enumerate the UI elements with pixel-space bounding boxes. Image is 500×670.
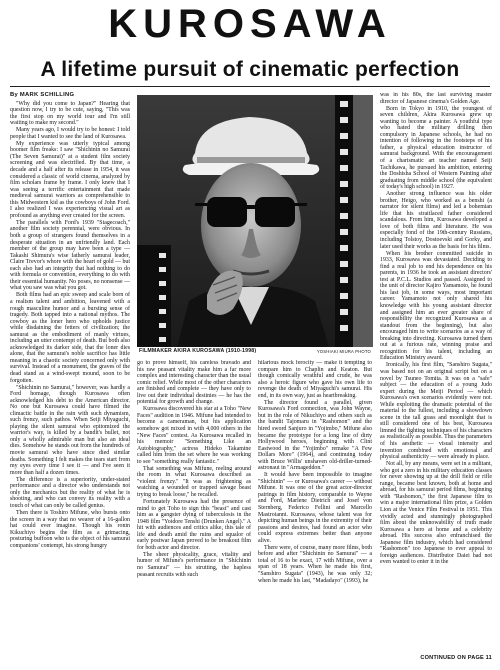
paragraph: Another strong influence was his older brother, Heigo, who worked as a benshi (a narrator for silent films) and led a bohemian life that his straitlaced father considered scandalous. From him, Kurosawa developed a love of both films and literature. He was especially fond of the 19th-century Russians, including Tolstoy, Dostoevski and Gorky, and later used their works as the basis for his films. <box>380 191 492 250</box>
photo-credit: YOSHIAKI MIURA PHOTO <box>316 348 371 354</box>
paragraph: There were, of course, many more films, both before and after "Shichinin no Samurai" — a total of 16 to be exact, 17 with Mifune, over a span of 18 years. When he made his first, "Sanshiro Sugata" (1943), he was only 32; when he made his last, "Madadayo" (1993), he <box>258 544 372 584</box>
column-4-body <box>380 92 492 654</box>
paragraph: hilarious mock ferocity — make it tempting to compare him to Chaplin and Keaton. But though comically wrathful and crude, he was also a heroic figure who gave his own life to revenge the death of Miyaguchi's samurai. His end, in its own way, just as heartbreaking. <box>258 360 372 399</box>
paragraph: That something was Mifune, reeling around the room in what Kurosawa described as "violent frenzy." "It was as frightening as watching a wounded or trapped savage beast trying to break loose," he recalled. <box>137 465 251 498</box>
article-column-1 <box>10 92 130 664</box>
portrait-illustration <box>137 95 373 347</box>
paragraph: The sheer physicality, grace, vitality and humor of Mifune's performance in "Shichinin no Samurai" — his strutting, the hapless peasant recruits with such <box>137 551 251 578</box>
paragraph: Many years ago, I would try to be honest: I told people that I wanted to see the land of Kurosawa. <box>10 127 130 140</box>
paragraph: Born in Tokyo in 1910, the youngest of seven children, Akira Kurosawa grew up wanting to become a painter. A youthful type who hated the military drilling then compulsory in Japanese schools, he had no intention of following in the footsteps of his father, a physical education instructor of samurai background. With the encouragement of a charismatic art teacher named Seiji Tachikawa, he pursued his ambition, entering the Doshisha School of Western Painting after graduating from middle school (the equivalent of today's high school) in 1927. <box>380 105 492 191</box>
paragraph: Kurosawa discovered his star at a Toho "New Faces" audition in 1946. Mifune had intended to become a cameraman, but his application somehow got mixed in with 4,000 others in the "New Faces" contest. As Kurosawa recalled in his memoir "Something Like an Autobiography," actress Hideko Takamine called him from the set where he was working to see "something really fantastic." <box>137 406 251 465</box>
headline-rule <box>10 86 490 87</box>
paragraph: Then there is Toshiro Mifune, who bursts onto the screen in a way that no wearer of a 16-gallon hat could ever imagine. Though his ronin Kikuchiyo begins the film as a grimacing, posturing buffoon who is the object of his samurai companions' contempt, his strong hungry <box>10 509 130 549</box>
article-column-2 <box>137 360 251 664</box>
paragraph: Ironically, his first film, "Sanshiro Sugata," was based not on an original script but on a novel by Tsuneo Tomita. It was on a "safe" subject — the education of a young Judo expert during the Meiji Period — which Kurosawa's own scenarios evidently were not. While exploiting the dramatic potential of the material to the fullest, including a showdown scene in the tall grass and moonlight that is still considered one of his best, Kurosawa limned the fighting techniques of his characters as realistically as possible. Thus the parameters of his aesthetic — visual intensity and invention combined with emotional and physical authenticity — were already in place. <box>380 362 492 461</box>
paragraph: go to prove himself, his careless bravado and his raw peasant vitality make him a far more complex and interesting character than the usual comic relief. While most of the other characters are finished and complete — they have only to live out their individual destinies — he has the potential for growth and change. <box>137 360 251 406</box>
paragraph: My experience was utterly typical among boomer film freaks: I saw "Shichinin no Samurai (The Seven Samurai)" at a student film society screening and was electrified. By that time, a decade and a half after its release in 1954, it was considered a classic of world cinema, analyzed by film scholars frame by frame. I only knew that I was seeing a terrific entertainment that made medieval samurai warriors as comprehensible to this Midwestern kid as the cowboys of John Ford. I also realized I was experiencing visual art as profound as anything ever created for the screen. <box>10 140 130 219</box>
paragraph: was in his 80s, the last surviving master director of Japanese cinema's Golden Age. <box>380 92 492 105</box>
photo-caption-bar <box>137 347 373 356</box>
photo-caption: FILMMAKER AKIRA KUROSAWA (1910-1998) <box>139 348 257 354</box>
paragraph: The director found a parallel, given Kurosawa's Ford connection, was John Wayne, but in the role of Nikuchiyo and others such as the bandit Tajomaru in "Rashomon" and the hired sword Sanjuro in "Yojimbo," Mifune also became the prototype for a long line of dirty Hollywood heroes, beginning with Clint Eastwood in the "Yojimbo" remake "A Few Dollars More" (1964), and continuing today with Bruce Willis' unshaven old-driller-turned-astronaut in "Armageddon." <box>258 399 372 472</box>
paragraph: "Shichinin no Samurai," however, was hardly a Ford homage, though Kurosawa often acknowledged his debt to the American director. No one but Kurosawa could have filmed the climactic battle in the rain with such dynamism, such frenzy, such pathos. When Seiji Miyaguchi, playing the silent samurai who epitomized the warrior's way, is killed by a bandit's bullet, not only a wholly admirable man but also an ideal dies. Somehow he stands out from the hundreds of movie samurai who have since died similar deaths. Something I felt makes the tears start from my eyes every time I see it — and I've seen it more than half a dozen times. <box>10 384 130 476</box>
paragraph: "Why did you come to Japan?" Hearing that question now, I try to be cute, saying, "This was the first stop on my world tour and I'm still waiting to make my second." <box>10 100 130 127</box>
paragraph: The difference is a superiority, under-stated performance and a director who understands not only the mechanics but the reality of what he is shooting, and who can convey its reality with a touch of what can only be called genius. <box>10 476 130 509</box>
byline: By MARK SCHILLING <box>10 92 75 98</box>
paragraph: Both films had an epic sweep and scale born of a realism talent and ambition, leavened with a rough masculine humor and a bursting sense of tragedy. Both tapped into a national mythos. The cowboy as the loner hero who upholds justice while disdaining the fetters of civilization; the samurai as the embodiment of manly virtues, including an utter contempt of death. But both also acknowledged its darker side, that the loner dies alone, that the samurai's noble sacrifice has little meaning in a chaotic society concerned only with survival. Instead of a monument, the graves of the dead stand as a wind-swept mound, soon to be forgotten. <box>10 292 130 384</box>
continued-notice: CONTINUED ON PAGE 11 <box>420 655 492 661</box>
subheadline: A lifetime pursuit of cinematic perfection <box>40 58 460 81</box>
paragraph: Fortunately Kurosawa had the presence of mind to get Toho to sign this "beast" and cast him as a gangster dying of tuberculosis in the 1948 film "Yoidore Tenshi (Drunken Angel)." A hit with audiences and critics alike, this tale of life and death amid the ruins and squalor of early postwar Japan proved to be breakout film for both actor and director. <box>137 498 251 551</box>
paragraph: Not all, by any means, were set in a militant, who got a zero in his military education classes for never showing up at the drill field or rifle range, became best known, both at home and abroad, for his samurai period films, beginning with "Rashomon," the first Japanese film to win a major international film prize, a Golden Lion at the Venice Film Festival in 1951. This vividly acted and stunningly photographed film about the unknowability of truth made Kurosawa a hero at home and a celebrity abroad. His success also enfranchised the Japanese film industry, which had considered "Rashomon" too Japanese to ever appeal to foreign audiences. Distributor Daiei had not even wanted to enter it in the <box>380 461 492 566</box>
paragraph: The parallels with Ford's 1939 "Stagecoach," another film society perennial, were obvious. In both a group of strangers found themselves in a desperate situation in an unfriendly land. Each member of the group may have been a type — Takashi Shimura's wise fatherly samurai leader, Claire Trevor's whore with the heart of gold — but each also had an integrity that had nothing to do with formula or convention, everything to do with their essential humanity. No poses, no nonsense — what you saw was what you got. <box>10 219 130 292</box>
paragraph: It would have been impossible to imagine "Shichinin" — or Kurosawa's career — without Mifune. It was one of the great actor-director pairings in film history, comparable to Wayne and Ford, Marlene Dietrich and Josef von Sternberg, Federico Fellini and Marcello Mastroianni. Kurosawa, whose talent was for depicting human beings in the extremity of their passions and desires, had found an actor who could express extremes better than anyone alive. <box>258 472 372 544</box>
paragraph: When his brother committed suicide in 1933, Kurosawa was devastated. Deciding to find a real job to end his dependence on his parents, in 1936 he took an assistant directors' test at P.C.L. Studios and passed. Assigned to the unit of director Kajiro Yamamoto, he found his last job, in some ways, most important career. Yamamoto not only shared his knowledge with his young assistant director and assigned him an ever greater share of responsibility the recognized Kurosawa as a standout from the beginning), but also encouraged him to write scenarios as a way of breaking into directing. Kurosawa turned them out at a furious rate, winning praise and recognition for his talent, including an Education Ministry award. <box>380 250 492 362</box>
portrait-photo <box>137 95 373 347</box>
headline: KUROSAWA <box>108 2 392 46</box>
article-column-4 <box>380 92 492 664</box>
article-column-3 <box>258 360 372 664</box>
